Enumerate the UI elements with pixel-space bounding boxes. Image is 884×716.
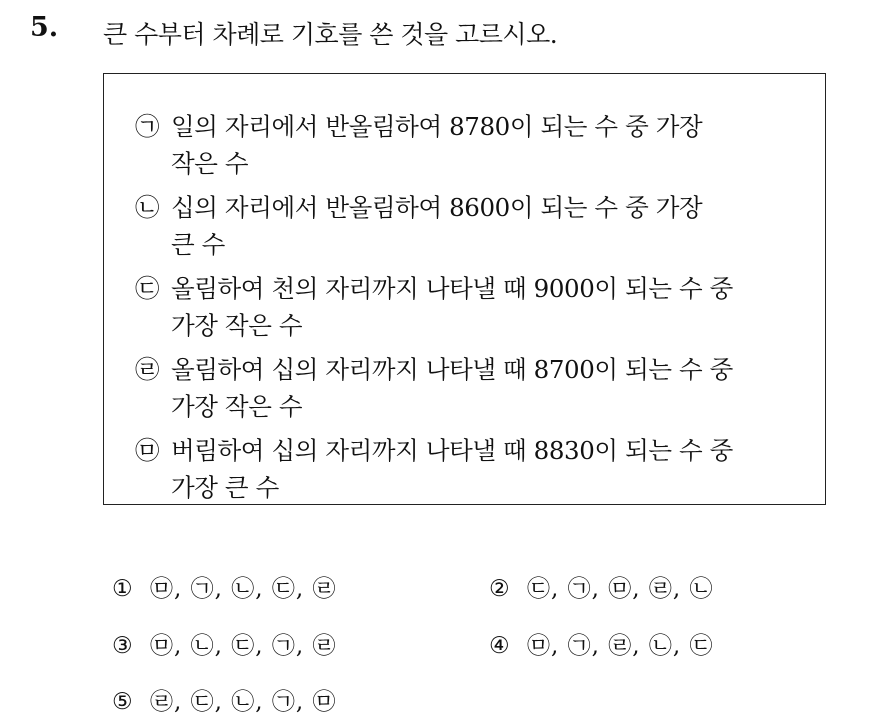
choice-text: ㉤, ㉠, ㉣, ㉡, ㉢ [527, 633, 714, 659]
answer-choice-1[interactable] [112, 570, 337, 603]
condition-text-line2: 가장 작은 수 [171, 311, 303, 340]
condition-text-line1: 버림하여 십의 자리까지 나타낼 때 8830이 되는 수 중 [171, 436, 733, 465]
condition-text-line2: 큰 수 [171, 230, 225, 259]
answer-choice-2[interactable] [489, 570, 714, 603]
condition-item [135, 432, 733, 506]
condition-text-line2: 가장 작은 수 [171, 392, 303, 421]
choice-number: ③ [112, 633, 134, 659]
answer-choice-3[interactable] [112, 627, 337, 660]
condition-mark: ㉣ [135, 355, 160, 384]
choice-number: ④ [489, 633, 511, 659]
choice-number: ⑤ [112, 689, 134, 715]
question-text: 큰 수부터 차례로 기호를 쓴 것을 고르시오. [103, 20, 558, 49]
condition-text-line1: 십의 자리에서 반올림하여 8600이 되는 수 중 가장 [171, 193, 703, 222]
condition-mark: ㉢ [135, 274, 160, 303]
condition-text-line2: 작은 수 [171, 149, 249, 178]
choice-text: ㉤, ㉡, ㉢, ㉠, ㉣ [150, 633, 337, 659]
condition-mark: ㉠ [135, 112, 160, 141]
condition-mark: ㉤ [135, 436, 160, 465]
question-number: 5. [30, 12, 59, 43]
condition-text-line2: 가장 큰 수 [171, 473, 279, 502]
condition-item [135, 270, 733, 344]
answer-choice-5[interactable] [112, 683, 337, 716]
conditions-box [103, 73, 826, 505]
choice-text: ㉤, ㉠, ㉡, ㉢, ㉣ [150, 576, 337, 602]
choice-text: ㉢, ㉠, ㉤, ㉣, ㉡ [527, 576, 714, 602]
condition-text-line1: 올림하여 천의 자리까지 나타낼 때 9000이 되는 수 중 [171, 274, 733, 303]
choice-text: ㉣, ㉢, ㉡, ㉠, ㉤ [150, 689, 337, 715]
condition-text-line1: 일의 자리에서 반올림하여 8780이 되는 수 중 가장 [171, 112, 703, 141]
condition-item [135, 108, 702, 182]
answer-choice-4[interactable] [489, 627, 714, 660]
condition-item [135, 351, 733, 425]
condition-text-line1: 올림하여 십의 자리까지 나타낼 때 8700이 되는 수 중 [171, 355, 733, 384]
condition-mark: ㉡ [135, 193, 160, 222]
condition-item [135, 189, 702, 263]
choice-number: ① [112, 576, 134, 602]
choice-number: ② [489, 576, 511, 602]
